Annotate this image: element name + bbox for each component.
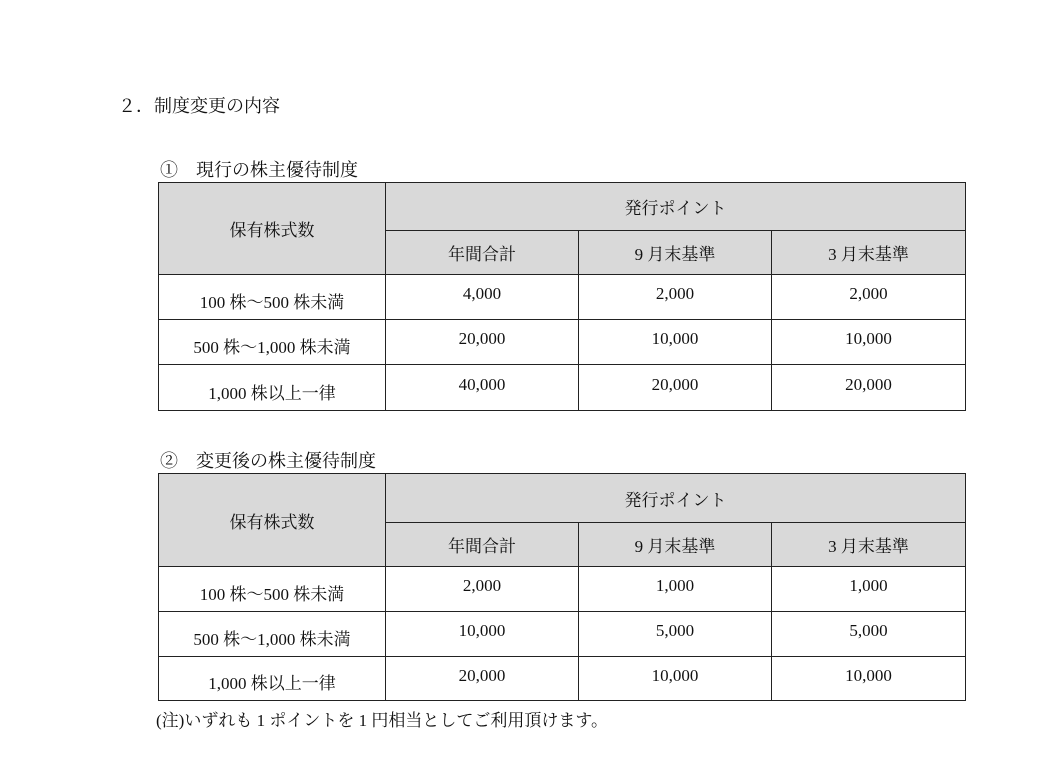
cell-march: 10,000 <box>772 657 966 701</box>
cell-september: 20,000 <box>579 365 772 411</box>
table-2-title: ② 変更後の株主優待制度 <box>160 451 376 471</box>
cell-march: 2,000 <box>772 275 966 320</box>
row-label: 500 株～1,000 株未満 <box>159 320 386 365</box>
subheader-march: 3 月末基準 <box>772 523 966 567</box>
cell-annual: 2,000 <box>386 567 579 612</box>
subheader-annual: 年間合計 <box>386 523 579 567</box>
table-row <box>159 612 966 657</box>
table-1-title: ① 現行の株主優待制度 <box>160 160 358 180</box>
current-benefits-table <box>158 182 966 411</box>
cell-annual: 4,000 <box>386 275 579 320</box>
row-label: 1,000 株以上一律 <box>159 657 386 701</box>
subheader-september: 9 月末基準 <box>579 523 772 567</box>
cell-march: 10,000 <box>772 320 966 365</box>
table-row <box>159 567 966 612</box>
cell-annual: 10,000 <box>386 612 579 657</box>
table-row <box>159 275 966 320</box>
subheader-annual: 年間合計 <box>386 231 579 275</box>
table-row <box>159 657 966 701</box>
row-label: 1,000 株以上一律 <box>159 365 386 411</box>
subheader-march: 3 月末基準 <box>772 231 966 275</box>
table-row <box>159 365 966 411</box>
revised-benefits-table <box>158 473 966 701</box>
cell-september: 10,000 <box>579 320 772 365</box>
footnote: (注)いずれも 1 ポイントを 1 円相当としてご利用頂けます。 <box>156 711 608 730</box>
row-label: 500 株～1,000 株未満 <box>159 612 386 657</box>
cell-march: 20,000 <box>772 365 966 411</box>
cell-march: 5,000 <box>772 612 966 657</box>
cell-annual: 40,000 <box>386 365 579 411</box>
header-points: 発行ポイント <box>386 183 966 231</box>
cell-annual: 20,000 <box>386 320 579 365</box>
cell-annual: 20,000 <box>386 657 579 701</box>
row-label: 100 株～500 株未満 <box>159 567 386 612</box>
cell-september: 2,000 <box>579 275 772 320</box>
cell-september: 10,000 <box>579 657 772 701</box>
subheader-september: 9 月末基準 <box>579 231 772 275</box>
cell-september: 1,000 <box>579 567 772 612</box>
header-holdings: 保有株式数 <box>159 474 386 567</box>
table-row <box>159 320 966 365</box>
header-points: 発行ポイント <box>386 474 966 523</box>
cell-march: 1,000 <box>772 567 966 612</box>
header-holdings: 保有株式数 <box>159 183 386 275</box>
section-heading: ２．制度変更の内容 <box>118 96 280 116</box>
cell-september: 5,000 <box>579 612 772 657</box>
row-label: 100 株～500 株未満 <box>159 275 386 320</box>
